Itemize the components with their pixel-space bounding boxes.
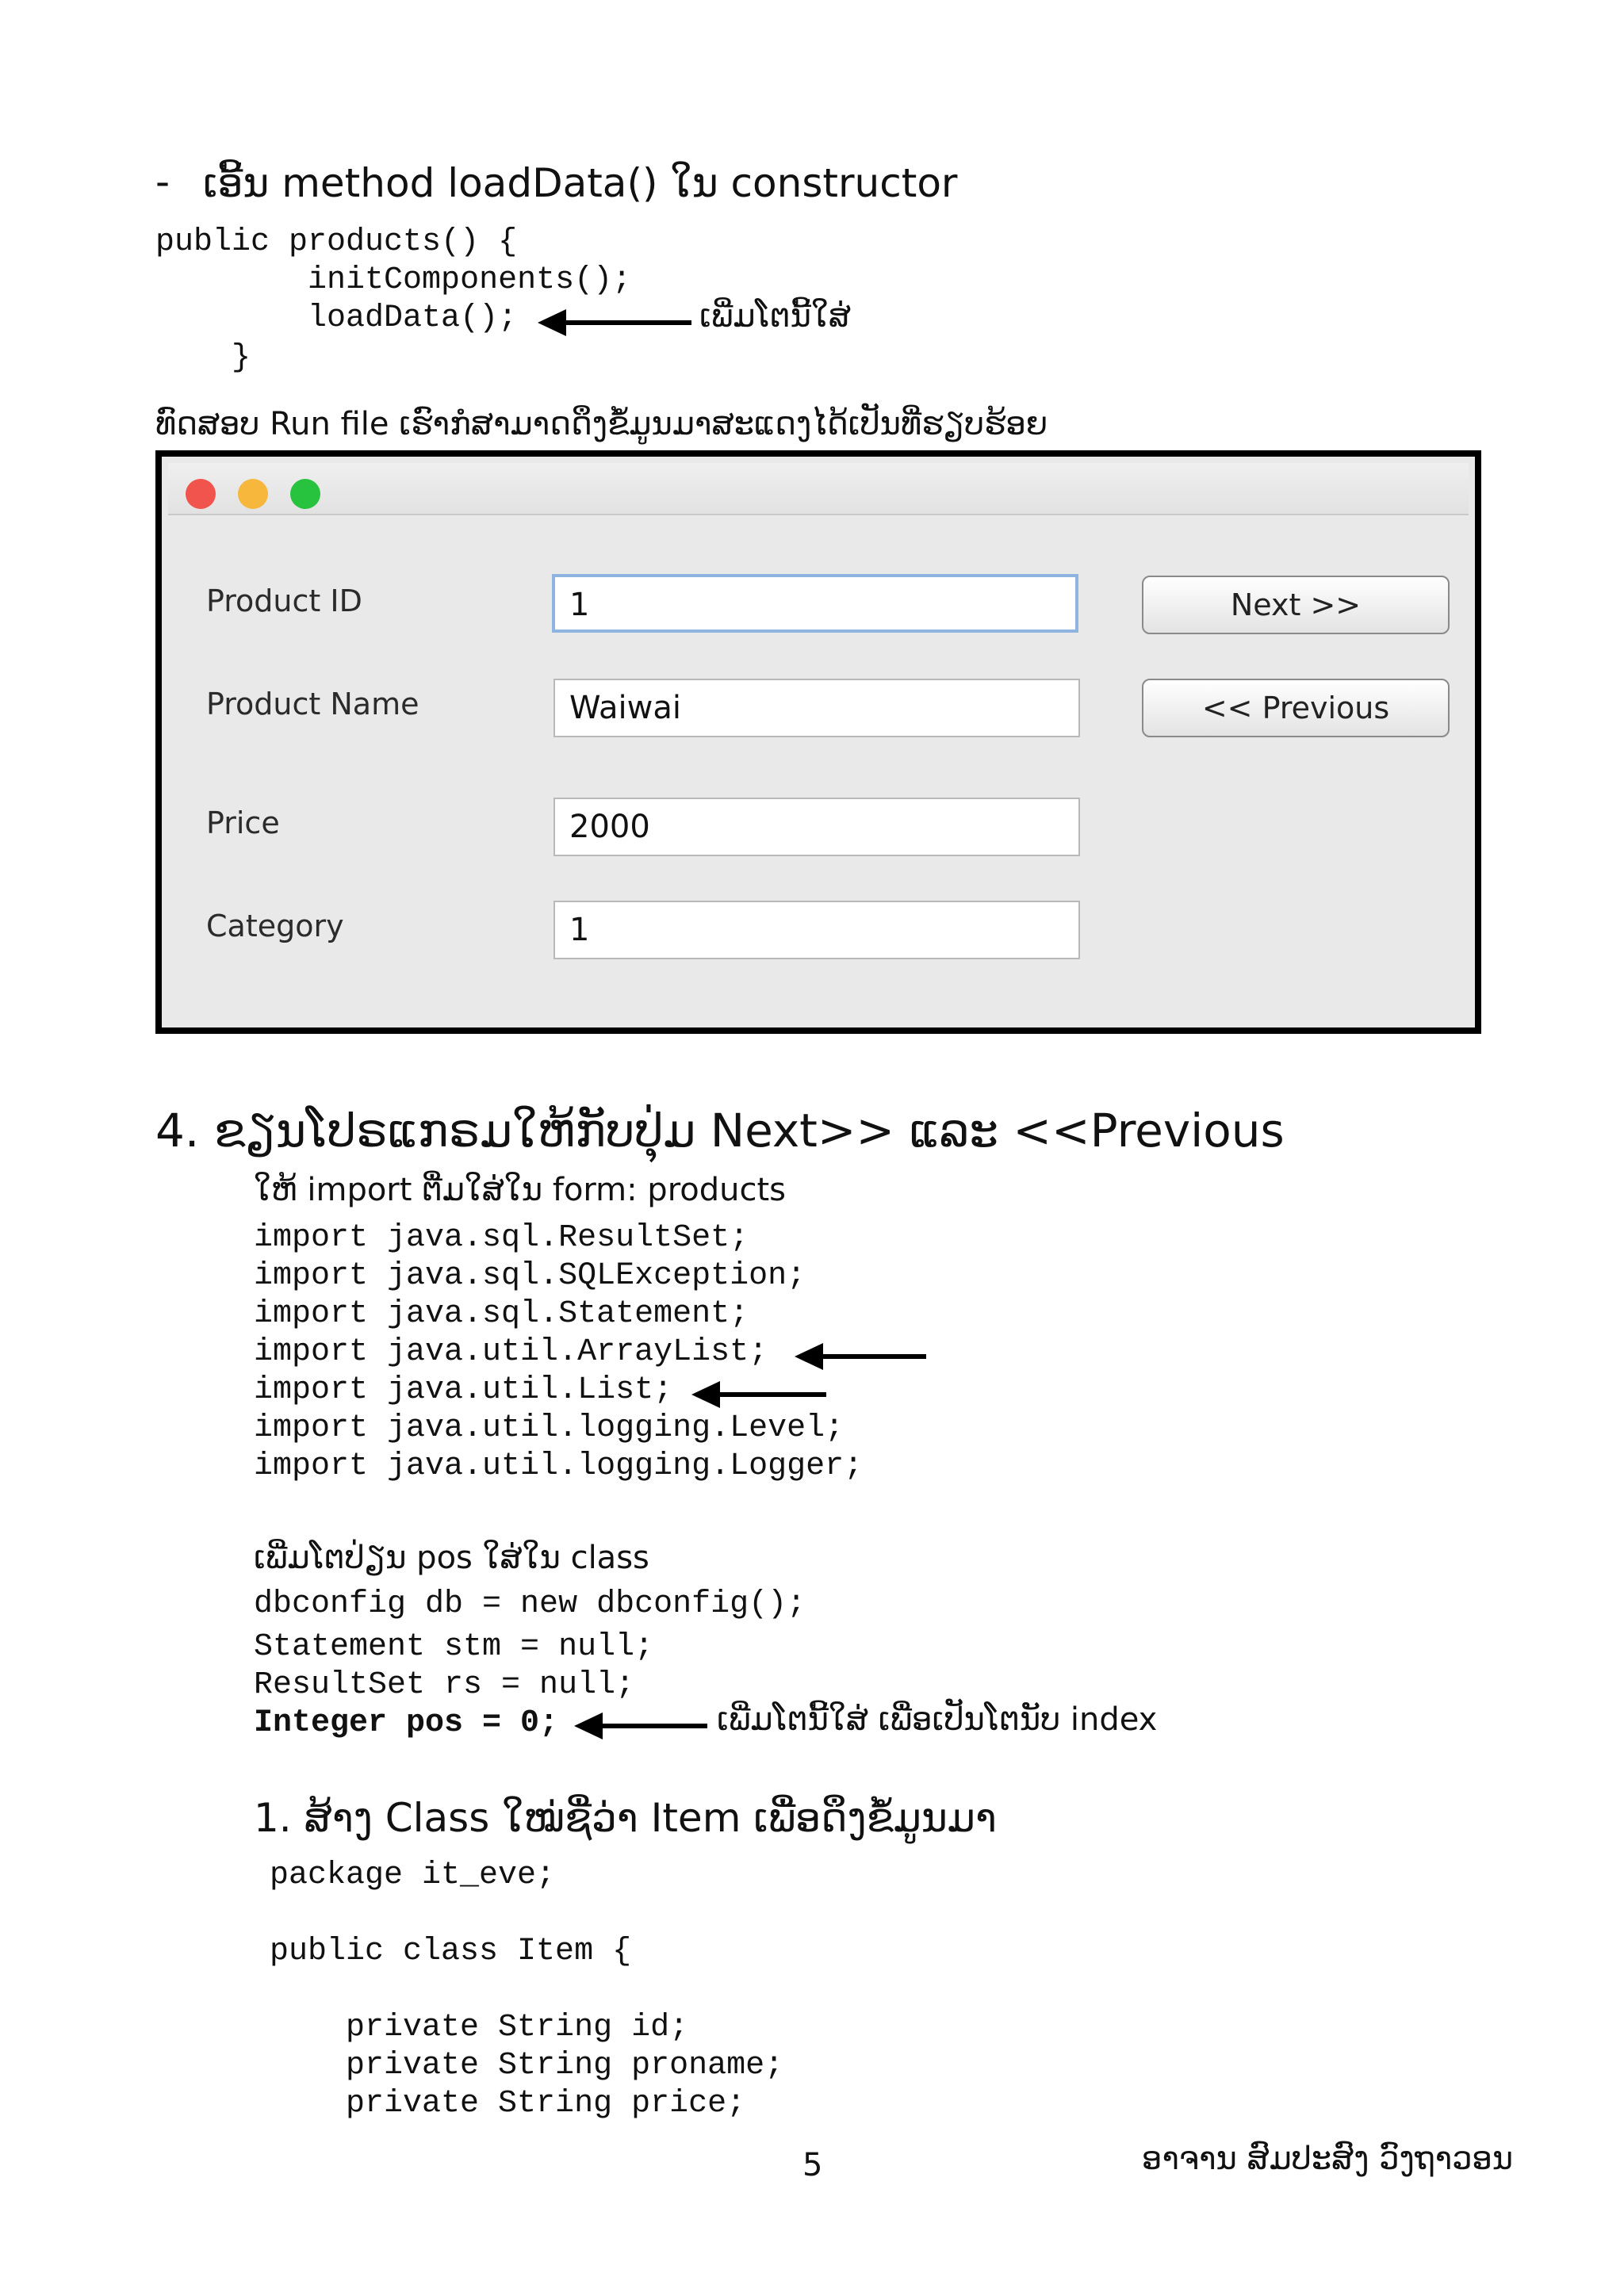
import-line: import java.sql.SQLException; (254, 1258, 806, 1294)
import-line: import java.util.logging.Level; (254, 1410, 845, 1446)
class-code-line: package it_eve; (270, 1858, 556, 1893)
code-init-line: initComponents(); (155, 262, 632, 298)
arrow-note: ເພີ່ມໂຕນີ້ໃສ່ (699, 298, 851, 335)
import-line: import java.sql.Statement; (254, 1296, 749, 1332)
var-note: ເພີ່ມໂຕປ່ຽນ pos ໃສ່ໃນ class (254, 1540, 649, 1576)
next-button[interactable]: Next >> (1142, 576, 1450, 634)
section4-heading: 4. ຂຽນໂປຣແກຣມໃຫ້ກັບປຸ່ມ Next>> ແລະ <<Previous (155, 1104, 1285, 1158)
arrow-icon (822, 1354, 926, 1359)
var-line: dbconfig db = new dbconfig(); (254, 1586, 806, 1622)
sub-heading: 1. ສ້າງ Class ໃໝ່ຊື່ວ່າ Item ເພື່ອດຶງຂໍ້ມູນມາ (254, 1795, 997, 1841)
var-line-pos: Integer pos = 0; (254, 1705, 559, 1741)
arrow-icon (565, 320, 691, 325)
import-line: import java.util.ArrayList; (254, 1334, 768, 1370)
window-titlebar (168, 463, 1469, 515)
pos-note: ເພີ່ມໂຕນີ້ໃສ່ ເພື່ອເປັນໂຕນັບ index (717, 1701, 1158, 1738)
arrow-icon (601, 1724, 707, 1728)
price-field[interactable]: 2000 (553, 798, 1080, 856)
app-window-screenshot (155, 450, 1481, 1034)
test-note: ທົດສອບ Run file ເຮົາກໍສາມາດດຶງຂໍ້ມູນມາສະແດງໄດ້ເປັນທີ່ຮຽບຮ້ອຍ (155, 406, 1048, 442)
class-code-line: private String id; (270, 2010, 689, 2045)
class-code-line: public class Item { (270, 1934, 632, 1969)
author-name: ອາຈານ ສົມປະສົງ ວົງຖາວອນ (1142, 2141, 1514, 2177)
label-price: Price (206, 806, 280, 840)
import-line: import java.sql.ResultSet; (254, 1220, 749, 1256)
product-name-field[interactable]: Waiwai (553, 679, 1080, 737)
class-code-line: private String price; (270, 2086, 746, 2122)
import-line: import java.util.List; (254, 1372, 673, 1408)
import-line: import java.util.logging.Logger; (254, 1448, 864, 1484)
import-note: ໃຫ້ import ຕື່ມໃສ່ໃນ form: products (254, 1172, 786, 1208)
minimize-icon[interactable] (238, 479, 268, 509)
code-loaddata-line: loadData(); (155, 300, 518, 336)
zoom-icon[interactable] (290, 479, 320, 509)
arrow-icon (718, 1392, 826, 1397)
category-field[interactable]: 1 (553, 901, 1080, 959)
step-heading: ເອີ້ນ method loadData() ໃນ constructor (203, 160, 958, 206)
page-number: 5 (802, 2147, 823, 2183)
label-category: Category (206, 909, 344, 943)
step-bullet: - (155, 159, 170, 205)
var-line: ResultSet rs = null; (254, 1667, 635, 1703)
var-line: Statement stm = null; (254, 1629, 654, 1665)
class-code-line: private String proname; (270, 2048, 784, 2084)
label-product-id: Product ID (206, 584, 362, 618)
previous-button[interactable]: << Previous (1142, 679, 1450, 737)
product-id-field[interactable]: 1 (552, 574, 1078, 633)
code-constructor-line: public products() { (155, 224, 518, 260)
label-product-name: Product Name (206, 687, 419, 721)
code-close-brace: } (155, 340, 251, 376)
close-icon[interactable] (186, 479, 216, 509)
